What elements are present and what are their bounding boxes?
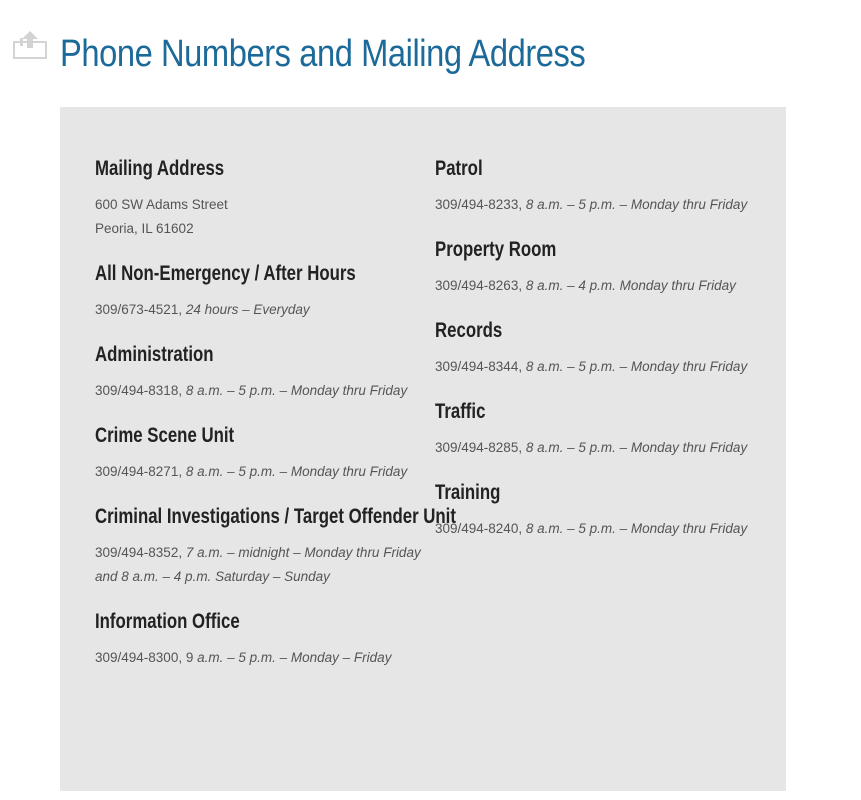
- contact-entry-training: [435, 478, 775, 541]
- entry-phone: 309/494-8344,: [435, 359, 523, 374]
- entry-phone: 309/494-8233,: [435, 197, 523, 212]
- entry-details: [95, 646, 425, 670]
- entry-phone: 309/494-8318,: [95, 383, 183, 398]
- entry-details: [95, 379, 425, 403]
- contact-entry-patrol: [435, 154, 775, 217]
- entry-heading: Patrol: [435, 157, 483, 180]
- entry-phone: 309/494-8271,: [95, 464, 183, 479]
- entry-details: [435, 193, 775, 217]
- entry-details: [435, 436, 775, 460]
- entry-heading: All Non-Emergency / After Hours: [95, 262, 356, 285]
- right-column: [435, 154, 775, 559]
- entry-phone: 309/494-8285,: [435, 440, 523, 455]
- address-line-1: 600 SW Adams Street: [95, 197, 228, 212]
- entry-heading: Traffic: [435, 400, 486, 423]
- entry-phone: 309/494-8240,: [435, 521, 523, 536]
- contact-entry-information-office: [95, 607, 425, 670]
- entry-phone: 309/494-8263,: [435, 278, 523, 293]
- entry-hours: 8 a.m. – 4 p.m. Monday thru Friday: [525, 278, 736, 293]
- entry-heading: Training: [435, 481, 501, 504]
- entry-heading: Administration: [95, 343, 214, 366]
- entry-details: [95, 460, 425, 484]
- entry-phone: 309/673-4521,: [95, 302, 183, 317]
- entry-heading: Records: [435, 319, 503, 342]
- contact-entry-traffic: [435, 397, 775, 460]
- entry-phone: 309/494-8300, 9: [95, 650, 194, 665]
- share-icon[interactable]: [12, 28, 48, 60]
- entry-hours: 8 a.m. – 5 p.m. – Monday thru Friday: [525, 359, 748, 374]
- entry-hours: 8 a.m. – 5 p.m. – Monday thru Friday: [525, 521, 748, 536]
- entry-hours: 7 a.m. – midnight – Monday thru Friday and 8 a.m. – 4 p.m. Saturday – Sunday: [95, 545, 421, 584]
- entry-address: [95, 193, 425, 241]
- contact-entry-records: [435, 316, 775, 379]
- entry-heading: Mailing Address: [95, 157, 225, 180]
- entry-heading: Criminal Investigations / Target Offender Unit: [95, 505, 456, 528]
- entry-hours: 8 a.m. – 5 p.m. – Monday thru Friday: [185, 383, 408, 398]
- entry-hours: 8 a.m. – 5 p.m. – Monday thru Friday: [525, 440, 748, 455]
- contact-entry-criminal-investigations: [95, 502, 456, 589]
- entry-heading: Crime Scene Unit: [95, 424, 235, 447]
- entry-heading: Property Room: [435, 238, 557, 261]
- contact-entry-crime-scene-unit: [95, 421, 425, 484]
- entry-hours: 8 a.m. – 5 p.m. – Monday thru Friday: [525, 197, 748, 212]
- entry-hours: 24 hours – Everyday: [185, 302, 310, 317]
- entry-hours: a.m. – 5 p.m. – Monday – Friday: [197, 650, 392, 665]
- contact-entry-non-emergency: [95, 259, 425, 322]
- entry-details: [95, 541, 425, 589]
- entry-phone: 309/494-8352,: [95, 545, 183, 560]
- entry-details: [435, 355, 775, 379]
- entry-details: [435, 274, 775, 298]
- contact-entry-property-room: [435, 235, 775, 298]
- entry-heading: Information Office: [95, 610, 240, 633]
- contact-entry-mailing-address: [95, 154, 425, 241]
- address-line-2: Peoria, IL 61602: [95, 221, 194, 236]
- entry-details: [95, 298, 425, 322]
- page-title: Phone Numbers and Mailing Address: [60, 33, 586, 75]
- entry-hours: 8 a.m. – 5 p.m. – Monday thru Friday: [185, 464, 408, 479]
- contact-panel: [60, 107, 786, 791]
- contact-entry-administration: [95, 340, 425, 403]
- entry-details: [435, 517, 775, 541]
- left-column: [95, 154, 456, 688]
